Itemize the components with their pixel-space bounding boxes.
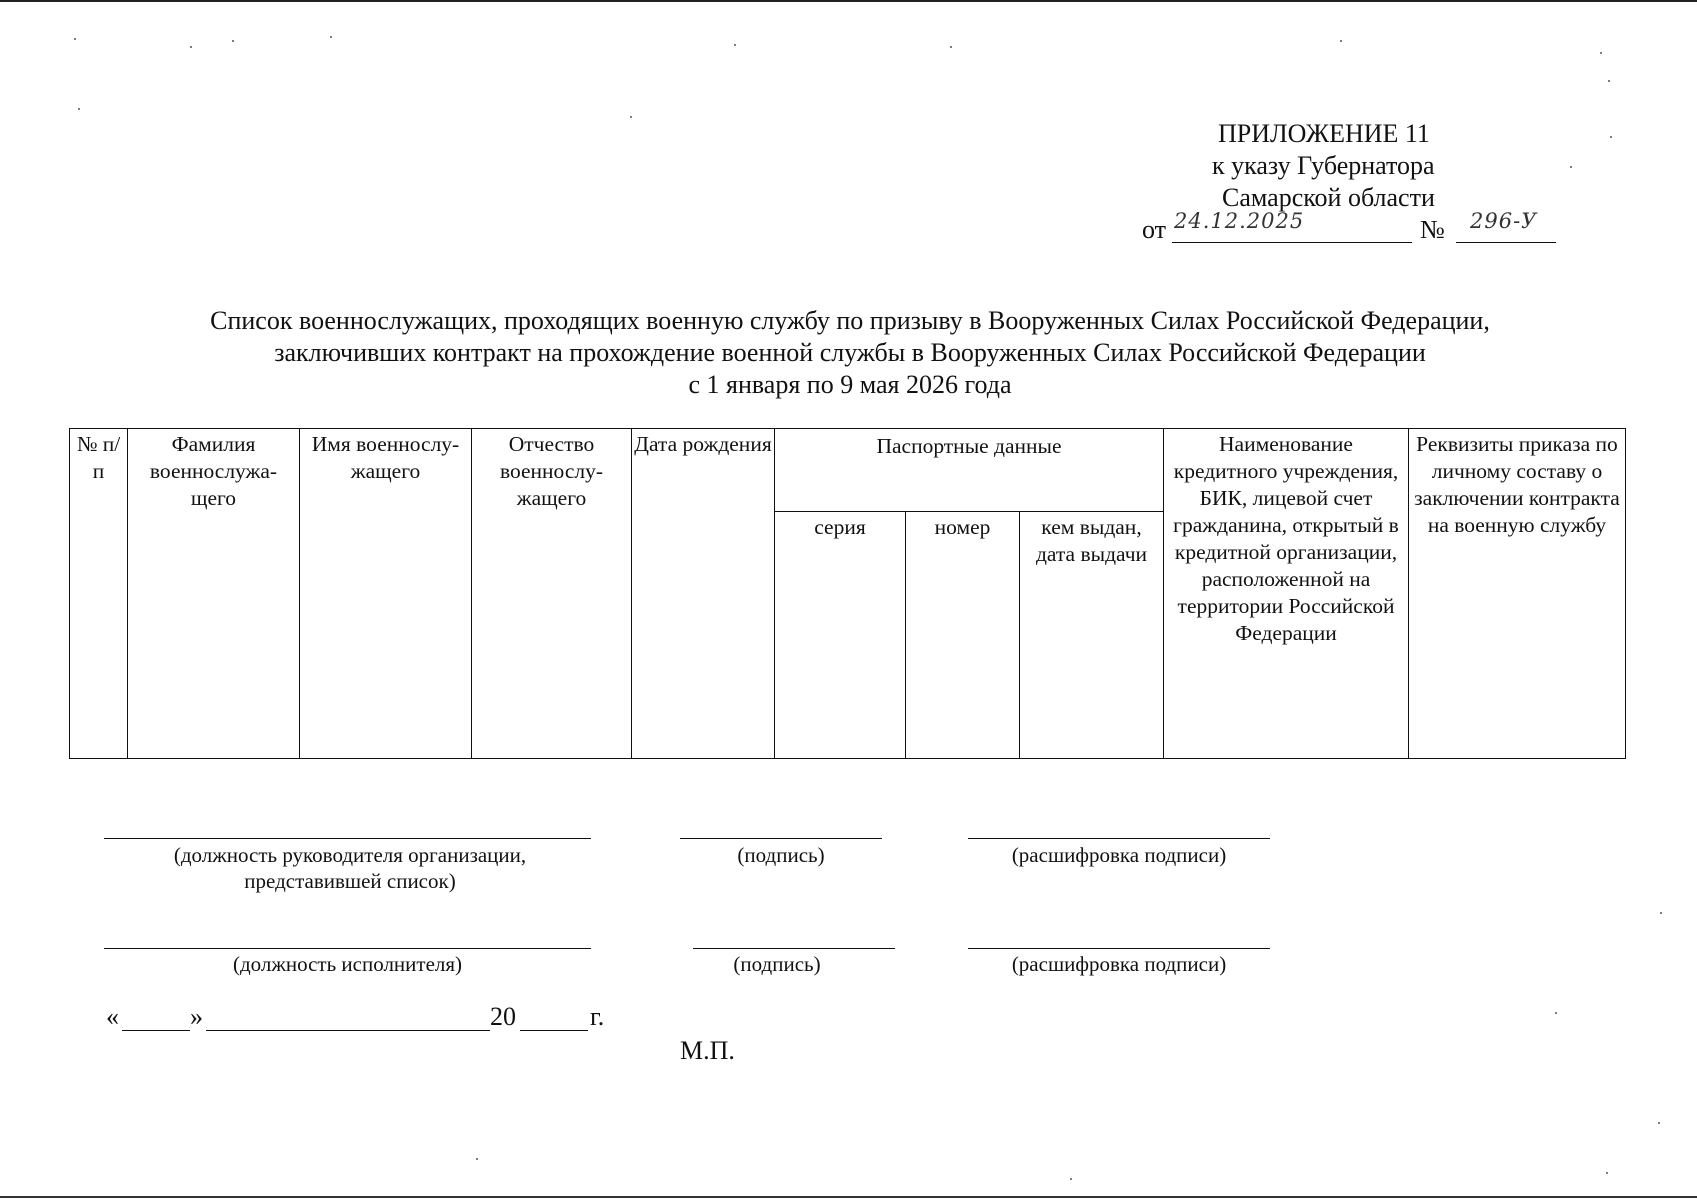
date-underline (1172, 242, 1412, 243)
signature-caption-2: (подпись) (733, 952, 821, 976)
title-line-3: с 1 января по 9 мая 2026 года (688, 370, 1012, 399)
number-underline (1456, 242, 1556, 243)
scan-speck (1608, 80, 1610, 82)
scan-speck (1555, 1012, 1557, 1014)
signature-line-2 (693, 948, 895, 949)
from-label: от (1142, 215, 1167, 244)
scan-speck (1070, 1178, 1072, 1180)
header-cell-order: Реквизиты приказа по личному составу о заключении контракта на военную службу (1409, 429, 1626, 759)
title-line-2: заключивших контракт на прохождение военной службы в Вооруженных Силах Российской Федерации (274, 338, 1426, 367)
date-close-quote: » (190, 1002, 203, 1031)
head-position-caption: (должность руководителя организации, представившей список) (173, 843, 527, 893)
document-title (80, 305, 1620, 401)
handwritten-date: 24.12.2025 (1174, 209, 1305, 233)
signature-caption-1: (подпись) (737, 843, 825, 867)
header-cell-issued: кем выдан, дата выдачи (1020, 512, 1164, 759)
header-cell-passport: Паспортные данные (775, 429, 1164, 512)
decoding-line-2 (968, 948, 1270, 949)
date-open-quote: « (106, 1002, 119, 1031)
scan-speck (1340, 40, 1342, 42)
appendix-line-1: к указу Губернатора (1212, 151, 1435, 180)
header-cell-series: серия (775, 512, 906, 759)
scan-speck (232, 40, 234, 42)
scan-speck (78, 108, 80, 110)
header-cell-number: номер (906, 512, 1020, 759)
header-cell-bank: Наименование кредитного учреждения, БИК, лицевой счет гражданина, открытый в кредитной организации, расположенной на территории Российской Федерации (1164, 429, 1409, 759)
number-label: № (1420, 215, 1445, 244)
appendix-title: ПРИЛОЖЕНИЕ 11 (1218, 119, 1430, 148)
day-blank (122, 1030, 190, 1031)
handwritten-number: 296-У (1470, 209, 1538, 233)
scan-speck (1658, 1122, 1660, 1124)
year-blank (520, 1030, 588, 1031)
servicemen-list-table (69, 428, 1626, 759)
page-bottom-edge (0, 1196, 1697, 1198)
scan-speck (1660, 912, 1662, 914)
scan-speck (734, 44, 736, 46)
header-cell-surname: Фамилия военнослужа- щего (128, 429, 300, 759)
date-century: 20 (490, 1002, 516, 1031)
header-cell-num: № п/п (70, 429, 128, 759)
scan-speck (630, 116, 632, 118)
executor-position-caption: (должность исполнителя) (232, 952, 463, 976)
scan-speck (1610, 136, 1612, 138)
date-year-suffix: г. (590, 1002, 605, 1031)
appendix-line-2: Самарской области (1222, 183, 1435, 212)
decoding-caption-1: (расшифровка подписи) (1011, 843, 1227, 867)
month-blank (206, 1030, 490, 1031)
header-cell-patronymic: Отчество военнослу- жащего (472, 429, 632, 759)
scan-speck (190, 46, 192, 48)
scan-speck (950, 46, 952, 48)
scan-speck (74, 38, 76, 40)
header-cell-name: Имя военнослу- жащего (300, 429, 472, 759)
scan-speck (476, 1158, 478, 1160)
stamp-place: М.П. (680, 1036, 735, 1065)
executor-position-line (104, 948, 591, 949)
scan-speck (330, 36, 332, 38)
scan-speck (1570, 166, 1572, 168)
head-position-line (104, 838, 591, 839)
signature-line-1 (680, 838, 882, 839)
decoding-line-1 (968, 838, 1270, 839)
decoding-caption-2: (расшифровка подписи) (1011, 952, 1227, 976)
scan-speck (1606, 1172, 1608, 1174)
header-cell-birthdate: Дата рождения (632, 429, 775, 759)
scan-speck (1600, 52, 1602, 54)
title-line-1: Список военнослужащих, проходящих военную службу по призыву в Вооруженных Силах Российской Федерации, (210, 306, 1490, 335)
page-top-edge (0, 0, 1697, 2)
